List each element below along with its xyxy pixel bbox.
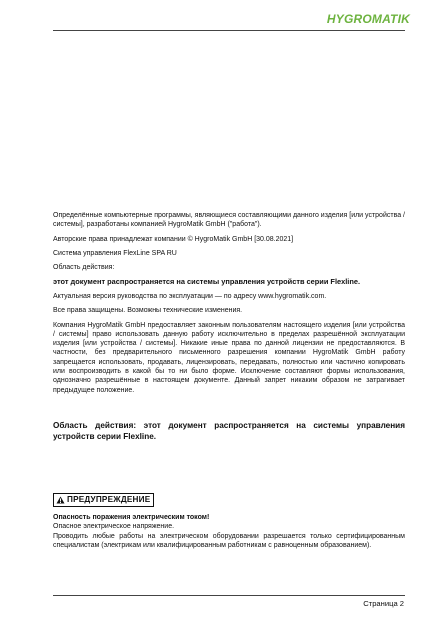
warning-line-1: Опасное электрическое напряжение. <box>53 523 175 531</box>
footer-rule <box>53 595 405 596</box>
legal-current-version: Актуальная версия руководства по эксплуатации — по адресу www.hygromatik.com. <box>53 292 327 300</box>
warning-triangle-icon <box>56 496 65 504</box>
legal-system-name: Система управления FlexLine SPA RU <box>53 249 177 257</box>
logo-matik: MATIK <box>371 12 410 26</box>
legal-software-note: Определённые компьютерные программы, являющиеся составляющими данного изделия [или устройства / системы], разработаны компанией HygroMatik GmbH ("работа"). <box>53 212 405 229</box>
logo-hygro: HYGRO <box>326 12 372 26</box>
scope-block <box>53 421 405 442</box>
hygromatik-logo <box>327 11 410 27</box>
warning-line-2: Проводить любые работы на электрическом оборудовании разрешается только сертифицированным специалистам (электрикам или квалифицированным работникам с равноценным образованием). <box>53 532 405 549</box>
legal-rights: Все права защищены. Возможны технические изменения. <box>53 307 243 315</box>
warning-label-box <box>53 493 154 507</box>
warning-body <box>53 513 405 550</box>
warning-label: ПРЕДУПРЕЖДЕНИЕ <box>67 495 151 504</box>
warning-title: Опасность поражения электрическим током! <box>53 514 210 521</box>
legal-scope-heading: Область действия: <box>53 264 115 272</box>
header-rule <box>53 30 405 31</box>
legal-license-text: Компания HygroMatik GmbH предоставляет законным пользователям настоящего изделия [или устройства / системы] право использовать данную работу исключительно в пределах разрешённой эксплуатации изделия [или устройства / системы]. Никакие иные права по данной лицензии не предоставляются. В частности, без предварительного письменного разрешения компании HygroMatik GmbH работу запрещается использовать, продавать, лицензировать, передавать, полностью или частично копировать или воспроизводить в какой бы то ни было форме. Исключение составляют формы использования, однозначно разрешённые в настоящем документе. Данный запрет никаким образом не затрагивает предыдущее положение. <box>53 321 405 394</box>
page-number: Страница 2 <box>363 599 404 608</box>
legal-scope-text: этот документ распространяется на системы управления устройств серии Flexline. <box>53 277 360 287</box>
scope-block-text: Область действия: этот документ распространяется на системы управления устройств серии Flexline. <box>53 421 405 441</box>
legal-notice <box>53 211 405 395</box>
legal-copyright: Авторские права принадлежат компании © HygroMatik GmbH [30.08.2021] <box>53 235 294 243</box>
